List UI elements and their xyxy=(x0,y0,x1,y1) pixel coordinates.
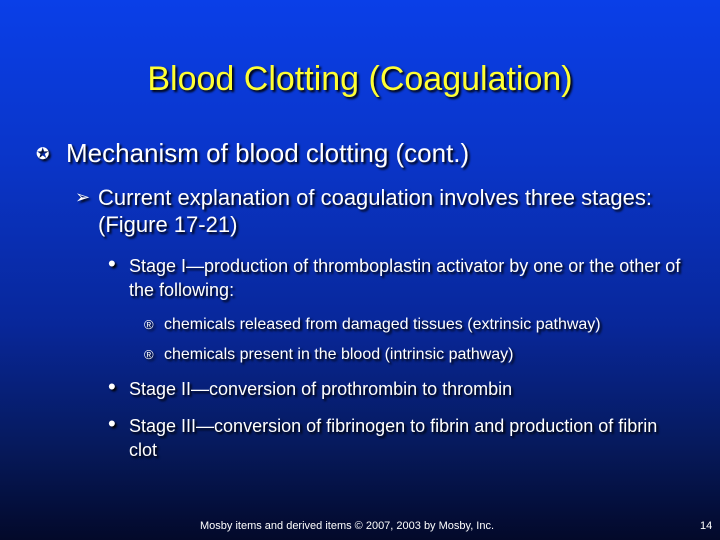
level1-text: Mechanism of blood clotting (cont.) xyxy=(66,138,470,168)
stage-text: Stage II—conversion of prothrombin to thrombin xyxy=(129,379,513,399)
level2-text: Current explanation of coagulation involves three stages: (Figure 17-21) xyxy=(98,185,653,237)
slide-title: Blood Clotting (Coagulation) xyxy=(147,60,573,98)
copyright-text: Mosby items and derived items © 2007, 2003 by Mosby, Inc. xyxy=(200,520,495,532)
dot-bullet-icon: • xyxy=(108,251,116,276)
stage-text: Stage I—production of thromboplastin activator by one or the other of the following: xyxy=(129,256,681,300)
dot-bullet-icon: • xyxy=(108,374,116,399)
arrow-bullet-icon: ➢ xyxy=(75,187,91,207)
sub-item-text: chemicals released from damaged tissues (extrinsic pathway) xyxy=(164,316,601,333)
registered-bullet-icon: ® xyxy=(144,317,154,332)
page-number: 14 xyxy=(700,520,713,532)
stage-text: Stage III—conversion of fibrinogen to fibrin and production of fibrin clot xyxy=(129,416,658,460)
sub-item-text: chemicals present in the blood (intrinsic pathway) xyxy=(164,346,514,363)
scroll-bullet-icon: ✪ xyxy=(36,146,50,163)
registered-bullet-icon: ® xyxy=(144,347,154,362)
dot-bullet-icon: • xyxy=(108,411,116,436)
